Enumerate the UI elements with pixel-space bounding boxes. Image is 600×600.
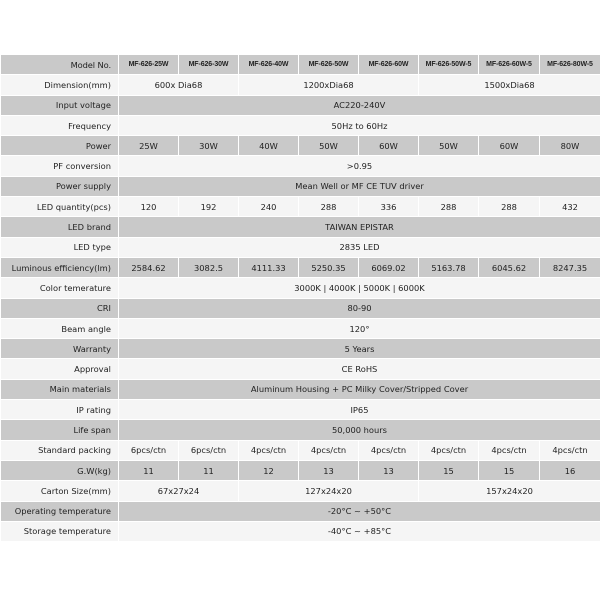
model-header-cell: MF-626-25W [119,55,179,75]
spec-value: 5250.35 [299,257,359,277]
spec-value: 127x24x20 [239,481,419,501]
spec-value: 240 [239,197,299,217]
spec-value: 11 [179,460,239,480]
spec-row [1,237,600,257]
model-header-cell: MF-626-60W [359,55,419,75]
spec-row [1,339,600,359]
spec-row [1,75,600,95]
spec-value: 16 [540,460,600,480]
spec-value: 6pcs/ctn [179,440,239,460]
spec-value: 120° [119,318,600,338]
spec-label: Beam angle [1,318,119,338]
model-header-cell: MF-626-50W-5 [419,55,479,75]
spec-value: 80W [540,136,600,156]
spec-label: PF conversion [1,156,119,176]
spec-row [1,481,600,501]
spec-label: Frequency [1,115,119,135]
spec-value: 15 [479,460,540,480]
spec-label: Color temerature [1,278,119,298]
spec-label: Warranty [1,339,119,359]
spec-value: Aluminum Housing + PC Milky Cover/Stripped Cover [119,379,600,399]
spec-value: 15 [419,460,479,480]
spec-value: 3082.5 [179,257,239,277]
spec-value: 30W [179,136,239,156]
spec-row [1,420,600,440]
spec-label: Luminous efficiency(lm) [1,257,119,277]
spec-value: 4pcs/ctn [479,440,540,460]
spec-table [0,54,600,542]
spec-row [1,95,600,115]
spec-label: Life span [1,420,119,440]
spec-row [1,298,600,318]
spec-label: IP rating [1,400,119,420]
spec-row [1,136,600,156]
spec-row [1,115,600,135]
spec-value: 25W [119,136,179,156]
spec-label: CRI [1,298,119,318]
spec-value: 288 [419,197,479,217]
spec-value: 60W [359,136,419,156]
spec-value: 4pcs/ctn [239,440,299,460]
spec-value: 5 Years [119,339,600,359]
spec-value: 50,000 hours [119,420,600,440]
spec-value: 50W [419,136,479,156]
spec-row [1,521,600,541]
spec-value: 288 [479,197,540,217]
spec-value: TAIWAN EPISTAR [119,217,600,237]
header-row [1,55,600,75]
spec-value: 4pcs/ctn [299,440,359,460]
spec-value: 50W [299,136,359,156]
spec-value: 50Hz to 60Hz [119,115,600,135]
spec-row [1,501,600,521]
spec-row [1,278,600,298]
spec-value: 336 [359,197,419,217]
spec-value: 8247.35 [540,257,600,277]
spec-value: 40W [239,136,299,156]
spec-label: Input voltage [1,95,119,115]
spec-value: 4pcs/ctn [359,440,419,460]
spec-label: Power [1,136,119,156]
spec-value: 2584.62 [119,257,179,277]
spec-value: 6045.62 [479,257,540,277]
spec-value: 6pcs/ctn [119,440,179,460]
spec-label: Dimension(mm) [1,75,119,95]
model-header-cell: MF-626-50W [299,55,359,75]
spec-value: AC220-240V [119,95,600,115]
spec-label: Approval [1,359,119,379]
spec-row [1,176,600,196]
spec-value: 13 [299,460,359,480]
spec-value: 6069.02 [359,257,419,277]
spec-value: 157x24x20 [419,481,600,501]
spec-value: 80-90 [119,298,600,318]
spec-value: 1200xDia68 [239,75,419,95]
spec-label: Storage temperature [1,521,119,541]
header-label-cell: Model No. [1,55,119,75]
spec-row [1,460,600,480]
spec-row [1,400,600,420]
spec-row [1,257,600,277]
spec-label: LED type [1,237,119,257]
spec-row [1,359,600,379]
spec-value: >0.95 [119,156,600,176]
spec-value: 1500xDia68 [419,75,600,95]
spec-row [1,379,600,399]
spec-label: G.W(kg) [1,460,119,480]
spec-row [1,156,600,176]
spec-value: 5163.78 [419,257,479,277]
spec-value: 4pcs/ctn [419,440,479,460]
spec-row [1,440,600,460]
spec-value: IP65 [119,400,600,420]
spec-label: Carton Size(mm) [1,481,119,501]
spec-label: Operating temperature [1,501,119,521]
spec-value: 192 [179,197,239,217]
spec-label: Main materials [1,379,119,399]
spec-value: 12 [239,460,299,480]
spec-label: LED quantity(pcs) [1,197,119,217]
spec-value: CE RoHS [119,359,600,379]
spec-value: Mean Well or MF CE TUV driver [119,176,600,196]
spec-value: 13 [359,460,419,480]
spec-label: Power supply [1,176,119,196]
model-header-cell: MF-626-60W-5 [479,55,540,75]
spec-row [1,318,600,338]
spec-value: -20°C ~ +50°C [119,501,600,521]
model-header-cell: MF-626-40W [239,55,299,75]
spec-label: LED brand [1,217,119,237]
spec-value: 4111.33 [239,257,299,277]
spec-value: 600x Dia68 [119,75,239,95]
spec-value: -40°C ~ +85°C [119,521,600,541]
spec-value: 3000K | 4000K | 5000K | 6000K [119,278,600,298]
spec-value: 120 [119,197,179,217]
spec-value: 2835 LED [119,237,600,257]
spec-value: 67x27x24 [119,481,239,501]
spec-row [1,197,600,217]
spec-value: 288 [299,197,359,217]
spec-value: 11 [119,460,179,480]
spec-value: 432 [540,197,600,217]
spec-row [1,217,600,237]
spec-value: 4pcs/ctn [540,440,600,460]
model-header-cell: MF-626-30W [179,55,239,75]
spec-value: 60W [479,136,540,156]
model-header-cell: MF-626-80W-5 [540,55,600,75]
spec-label: Standard packing [1,440,119,460]
